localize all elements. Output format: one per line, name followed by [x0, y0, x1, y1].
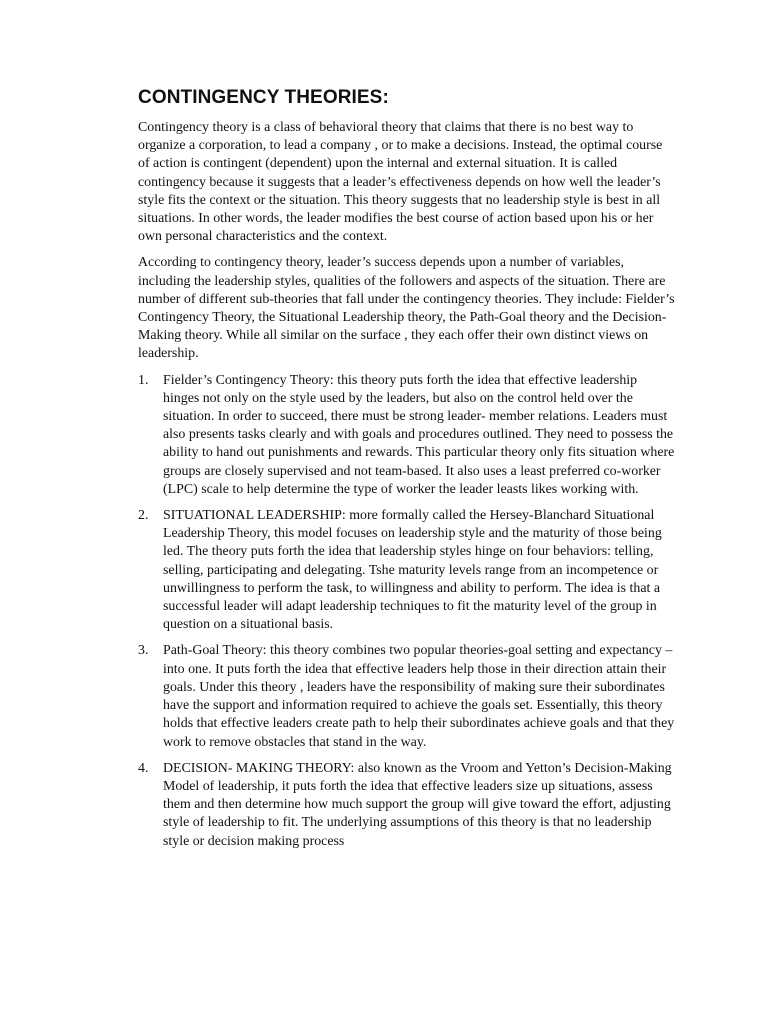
contingency-paragraph: According to contingency theory, leader’s success depends upon a number of variables, including the leadership styles, qualities of the followers and aspects of the situation. There are number of different sub-theories that fall under the contingency theories. They include: Fielder’s Contingency Theory, the Situational Leadership theory, the Path-Goal theory and the Decision-Making theory. While all similar on the surface , they each offer their own distinct views on leadership. — [138, 255, 675, 362]
list-item-number: 2. — [138, 508, 149, 524]
list-item-number: 3. — [138, 643, 149, 659]
intro-paragraph: Contingency theory is a class of behavioral theory that claims that there is no best way to organize a corporation, to lead a company , or to make a decisions. Instead, the optimal course of action is contingent (dependent) upon the internal and external situation. It is called contingency because it suggests that a leader’s effectiveness depends on how well the leader’s style fits the context or the situation. This theory suggests that no leadership style is best in all situations. In other words, the leader modifies the best course of action based upon his or her own personal characteristics and the context. — [138, 120, 663, 245]
list-item-text: Fielder’s Contingency Theory: this theory puts forth the idea that effective leadership hinges not only on the style used by the leaders, but also on the control held over the situation. In order to succeed, there must be strong leader- member relations. Leaders must also presents tasks clearly and with goals and procedures outlined. They need to possess the ability to hand out punishments and rewards. This particular theory only fits situation where groups are closely supervised and not team-based. It also uses a least preferred co-worker (LPC) scale to help determine the type of worker the leader leasts likes working with. — [163, 372, 675, 497]
list-item-text: Path-Goal Theory: this theory combines two popular theories-goal setting and expectancy – into one. It puts forth the idea that effective leaders help those in their direction attain their goals. Under this theory , leaders have the responsibility of making sure their subordinates have the support and information required to achieve the goals set. Essentially, this theory holds that effective leaders create path to help their subordinates achieve goals and that they work to remove obstacles that stand in the way. — [163, 643, 675, 750]
list-item-text: DECISION- MAKING THEORY: also known as the Vroom and Yetton’s Decision-Making Model of leadership, it puts forth the idea that effective leaders size up situations, assess them and then determine how much support the group will give toward the effort, adjusting style of leadership to fit. The underlying assumptions of this theory is that no leadership style or decision making process — [163, 760, 672, 849]
page-title: CONTINGENCY THEORIES: — [138, 87, 389, 108]
list-item-text: SITUATIONAL LEADERSHIP: more formally called the Hersey-Blanchard Situational Leadership Theory, this model focuses on leadership style and the maturity of those being led. The theory puts forth the idea that leadership styles hinge on four behaviors: telling, selling, participating and delegating. Tshe maturity levels range from an incompetence or unwillingness to perform the task, to willingness and ability to perform. The idea is that a successful leader will adapt leadership techniques to fit the maturity level of the group in question on a situational basis. — [163, 508, 662, 633]
list-item — [138, 642, 676, 751]
list-item-number: 1. — [138, 372, 149, 388]
list-item — [138, 507, 676, 634]
list-item — [138, 372, 676, 499]
list-item-number: 4. — [138, 760, 149, 776]
document-body — [138, 86, 676, 859]
list-item — [138, 760, 676, 851]
sub-theories-list — [138, 372, 676, 851]
